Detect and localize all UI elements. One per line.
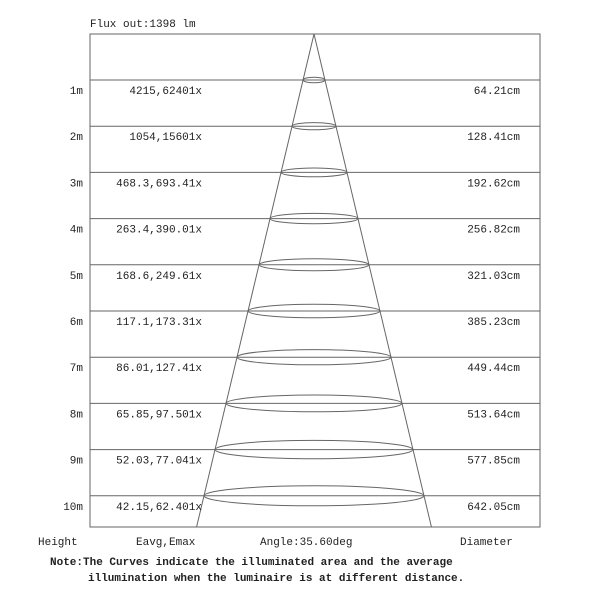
row-height-label: 2m (69, 132, 83, 145)
row-illuminance-value: 117.1,173.31x (116, 317, 202, 329)
row-illuminance-value: 4215,62401x (129, 86, 202, 98)
row-height-label: 8m (69, 409, 83, 422)
row-height-label: 6m (69, 317, 83, 329)
row-illuminance-value: 65.85,97.501x (116, 409, 202, 422)
diameter-column-label: Diameter (460, 537, 513, 549)
row-height-label: 4m (69, 224, 83, 237)
row-diameter-value: 449.44cm (467, 363, 520, 376)
row-diameter-value: 192.62cm (467, 178, 520, 191)
row-height-label: 5m (69, 270, 83, 283)
row-diameter-value: 321.03cm (467, 270, 520, 283)
row-height-label: 1m (69, 86, 83, 98)
row-height-label: 9m (69, 455, 83, 468)
row-illuminance-value: 468.3,693.41x (116, 178, 202, 191)
row-diameter-value: 577.85cm (467, 455, 520, 468)
row-diameter-value: 128.41cm (467, 132, 520, 145)
row-illuminance-value: 1054,15601x (129, 132, 202, 145)
row-illuminance-value: 263.4,390.01x (116, 224, 202, 237)
row-height-label: 3m (69, 178, 83, 191)
row-diameter-value: 642.05cm (467, 501, 520, 514)
cone-right-edge (314, 34, 431, 527)
eavg-emax-column-label: Eavg,Emax (136, 537, 196, 549)
row-illuminance-value: 86.01,127.41x (116, 363, 202, 376)
flux-label: Flux out:1398 lm (90, 19, 196, 31)
row-height-label: 10m (63, 501, 83, 514)
height-column-label: Height (38, 537, 78, 549)
note-line-2: illumination when the luminaire is at different distance. (88, 573, 465, 585)
row-height-label: 7m (69, 363, 83, 376)
row-diameter-value: 513.64cm (467, 409, 520, 422)
row-diameter-value: 64.21cm (473, 86, 520, 98)
row-illuminance-value: 42.15,62.401x (116, 501, 202, 514)
beam-angle-label: Angle:35.60deg (260, 537, 353, 549)
beam-cone (197, 34, 432, 527)
cone-left-edge (197, 34, 314, 527)
note-line-1: Note:The Curves indicate the illuminated area and the average (50, 557, 453, 569)
row-diameter-value: 256.82cm (467, 224, 520, 237)
row-diameter-value: 385.23cm (467, 317, 520, 329)
row-illuminance-value: 52.03,77.041x (116, 455, 202, 468)
row-illuminance-value: 168.6,249.61x (116, 270, 202, 283)
